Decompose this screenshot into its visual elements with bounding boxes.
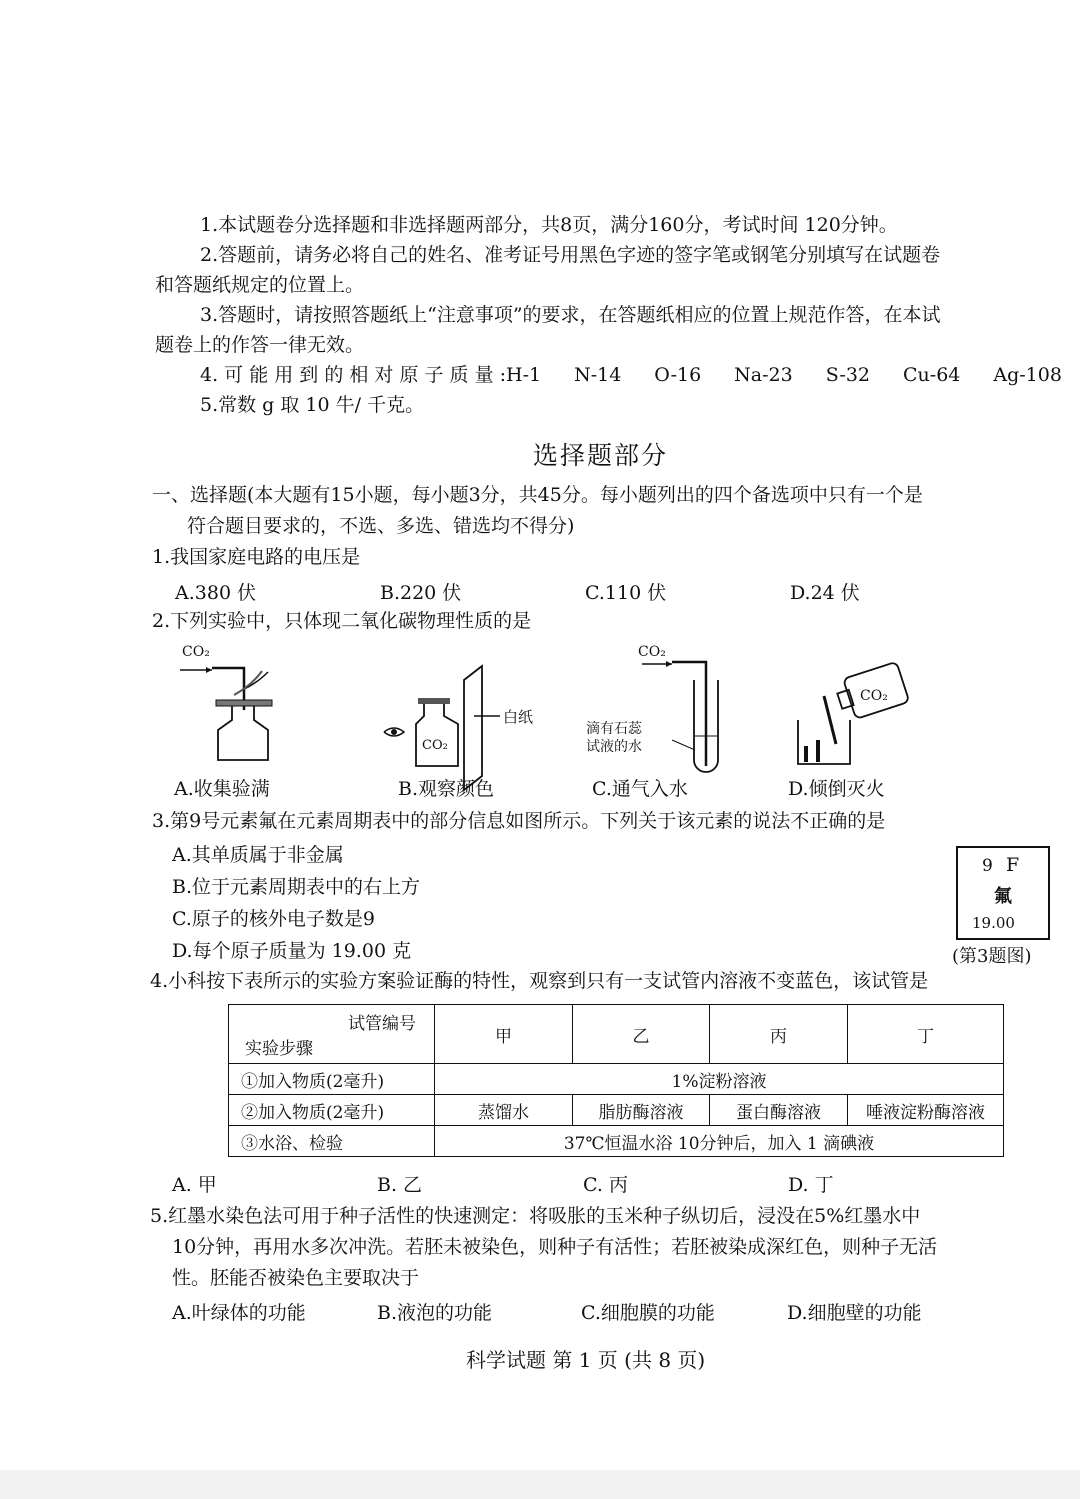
table-cell: 脂肪酶溶液 — [573, 1095, 710, 1126]
experiment-table — [228, 1004, 1004, 1157]
part-heading-cont: 符合题目要求的，不选、多选、错选均不得分) — [187, 515, 575, 537]
q1-option-d: D.24 伏 — [790, 582, 860, 604]
table-step-1-label: ①加入物质(2毫升) — [229, 1064, 435, 1095]
q2-diagram-d — [784, 640, 924, 805]
atomic-mass-label: 4. 可 能 用 到 的 相 对 原 子 质 量 :H-1 — [200, 364, 542, 386]
q2-diagram-a — [172, 640, 302, 805]
q5-option-c: C.细胞膜的功能 — [581, 1302, 715, 1324]
table-corner-bottom: 实验步骤 — [245, 1039, 313, 1059]
table-step-3-label: ③水浴、检验 — [229, 1126, 435, 1157]
q2-diagram-b — [378, 640, 558, 805]
q3-option-c: C.原子的核外电子数是9 — [172, 908, 375, 930]
table-step-3-value: 37℃恒温水浴 10分钟后，加入 1 滴碘液 — [435, 1126, 1004, 1157]
element-mass: 19.00 — [972, 914, 1015, 932]
table-header-tube-4: 丁 — [848, 1005, 1004, 1064]
q3-option-a: A.其单质属于非金属 — [172, 844, 344, 866]
atomic-mass-o: O-16 — [654, 364, 702, 386]
q2-a-gas-label: CO₂ — [182, 644, 210, 660]
q2-b-paper-label: 白纸 — [503, 708, 534, 726]
instruction-3: 3.答题时，请按照答题纸上“注意事项”的要求，在答题纸相应的位置上规范作答，在本试 — [200, 304, 941, 326]
q4-option-a: A. 甲 — [172, 1174, 217, 1196]
instruction-2: 2.答题前，请务必将自己的姓名、准考证号用黑色字迹的签字笔或钢笔分别填写在试题卷 — [200, 244, 941, 266]
part-heading: 一、选择题(本大题有15小题，每小题3分，共45分。每小题列出的四个备选项中只有一个是 — [152, 484, 923, 506]
page-footer: 科学试题 第 1 页 (共 8 页) — [466, 1348, 706, 1372]
q2-option-d: D.倾倒灭火 — [788, 778, 885, 800]
q5-option-d: D.细胞壁的功能 — [787, 1302, 922, 1324]
q2-c-side-label: 滴有石蕊 试液的水 — [586, 721, 642, 755]
table-cell: 唾液淀粉酶溶液 — [848, 1095, 1004, 1126]
q1-option-b: B.220 伏 — [380, 582, 462, 604]
q3-option-b: B.位于元素周期表中的右上方 — [172, 876, 421, 898]
q1-option-c: C.110 伏 — [585, 582, 667, 604]
element-name: 氟 — [994, 886, 1012, 907]
atomic-mass-s: S-32 — [825, 364, 871, 386]
table-cell: 蒸馏水 — [435, 1095, 573, 1126]
table-header-tube-1: 甲 — [435, 1005, 573, 1064]
q2-option-b: B.观察颜色 — [398, 778, 495, 800]
table-header-tube-2: 乙 — [573, 1005, 710, 1064]
q5-stem: 5.红墨水染色法可用于种子活性的快速测定：将吸胀的玉米种子纵切后，浸没在5%红墨水中 — [150, 1205, 921, 1227]
q5-option-b: B.液泡的功能 — [377, 1302, 493, 1324]
q2-option-c: C.通气入水 — [592, 778, 688, 800]
q2-b-bottle-label: CO₂ — [422, 738, 448, 753]
element-number: 9 — [982, 856, 993, 876]
table-cell: 蛋白酶溶液 — [710, 1095, 848, 1126]
instruction-3-cont: 题卷上的作答一律无效。 — [155, 334, 365, 356]
q1-stem: 1.我国家庭电路的电压是 — [152, 546, 361, 568]
q1-option-a: A.380 伏 — [175, 582, 257, 604]
scan-edge — [0, 1470, 1080, 1499]
table-corner-cell — [229, 1005, 435, 1064]
q5-option-a: A.叶绿体的功能 — [172, 1302, 306, 1324]
table-step-1-value: 1%淀粉溶液 — [435, 1064, 1004, 1095]
q5-stem-cont-1: 10分钟，再用水多次冲洗。若胚未被染色，则种子有活性；若胚被染成深红色，则种子无活 — [172, 1236, 938, 1258]
q4-stem: 4.小科按下表所示的实验方案验证酶的特性，观察到只有一支试管内溶液不变蓝色，该试管是 — [150, 970, 929, 992]
q2-c-gas-label: CO₂ — [638, 644, 666, 660]
q2-option-a: A.收集验满 — [174, 778, 270, 800]
instruction-1: 1.本试题卷分选择题和非选择题两部分，共8页，满分160分，考试时间 120分钟。 — [200, 214, 898, 236]
table-corner-top: 试管编号 — [348, 1014, 416, 1034]
element-card — [956, 846, 1050, 940]
q3-stem: 3.第9号元素氟在元素周期表中的部分信息如图所示。下列关于该元素的说法不正确的是 — [152, 810, 886, 832]
q4-option-d: D. 丁 — [788, 1174, 834, 1196]
q3-figure-caption: (第3题图) — [952, 946, 1032, 967]
q4-option-c: C. 丙 — [583, 1174, 628, 1196]
section-title: 选择题部分 — [533, 441, 669, 470]
atomic-mass-cu: Cu-64 — [903, 364, 961, 386]
q4-option-b: B. 乙 — [377, 1174, 423, 1196]
instruction-4 — [200, 362, 1062, 388]
atomic-mass-na: Na-23 — [734, 364, 793, 386]
q2-diagram-c — [582, 640, 742, 805]
q3-option-d: D.每个原子质量为 19.00 克 — [172, 940, 412, 962]
table-header-tube-3: 丙 — [710, 1005, 848, 1064]
atomic-mass-ag: Ag-108 — [993, 364, 1062, 386]
q2-stem: 2.下列实验中，只体现二氧化碳物理性质的是 — [152, 610, 532, 632]
q5-stem-cont-2: 性。胚能否被染色主要取决于 — [172, 1267, 420, 1289]
atomic-mass-n: N-14 — [574, 364, 622, 386]
q2-d-bottle-label: CO₂ — [860, 688, 888, 704]
table-step-2-label: ②加入物质(2毫升) — [229, 1095, 435, 1126]
element-symbol: F — [1006, 854, 1020, 876]
instruction-2-cont: 和答题纸规定的位置上。 — [155, 274, 365, 296]
instruction-5: 5.常数 g 取 10 牛/ 千克。 — [200, 394, 425, 416]
